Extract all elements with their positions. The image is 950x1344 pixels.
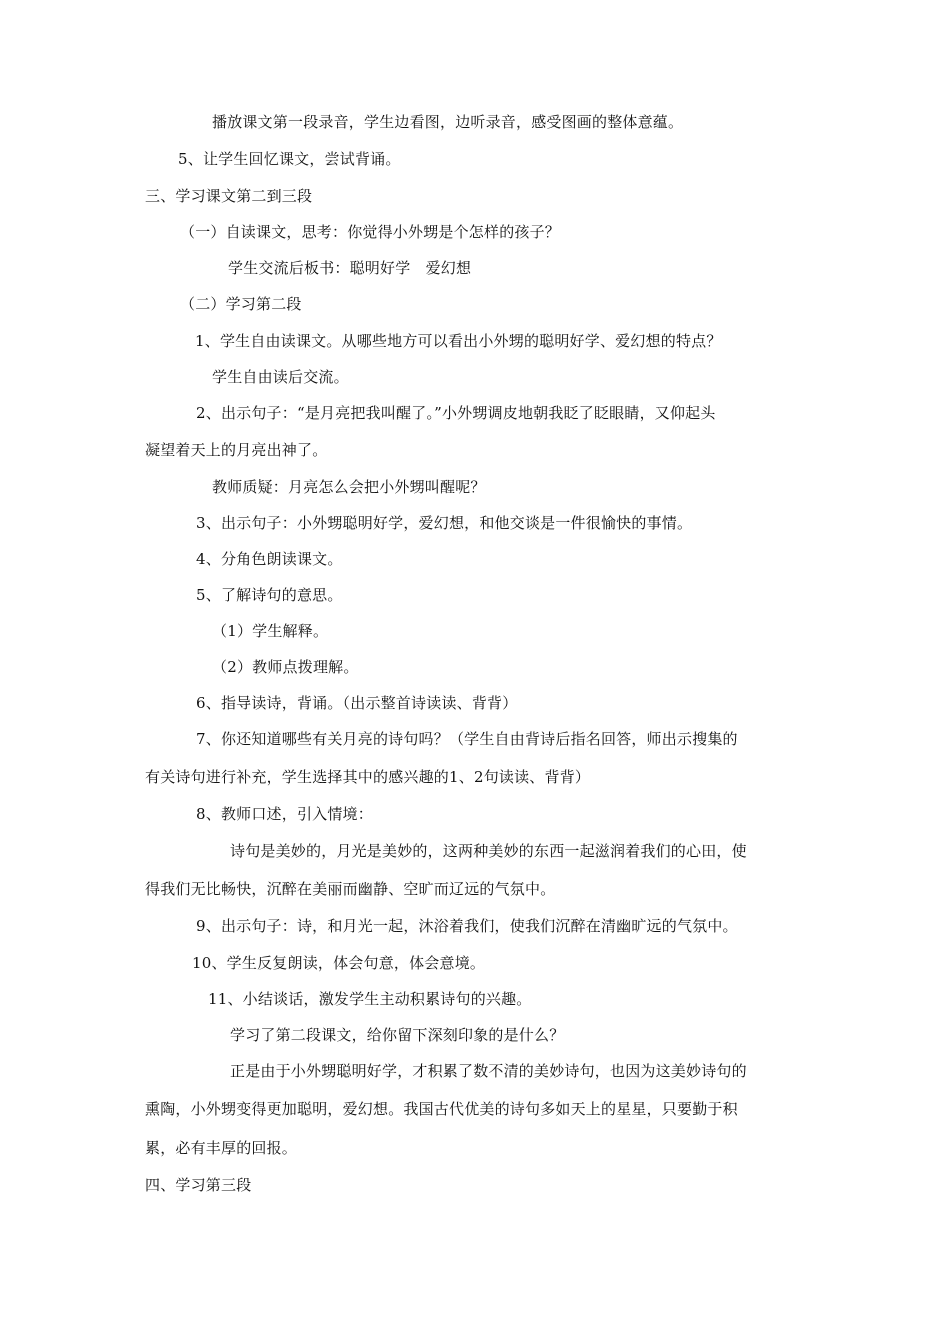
text-line: 学生交流后板书：聪明好学 爱幻想: [228, 259, 472, 277]
subsection-heading: （二）学习第二段: [180, 295, 302, 313]
text-line: 5、让学生回忆课文，尝试背诵。: [178, 150, 401, 168]
text-line: 播放课文第一段录音，学生边看图，边听录音，感受图画的整体意蕴。: [212, 113, 684, 131]
section-heading: 三、学习课文第二到三段: [145, 187, 313, 205]
text-line: 得我们无比畅快，沉醉在美丽而幽静、空旷而辽远的气氛中。: [145, 880, 556, 898]
text-line: 学生自由读后交流。: [212, 368, 349, 386]
text-line: 3、出示句子：小外甥聪明好学，爱幻想，和他交谈是一件很愉快的事情。: [196, 514, 693, 532]
text-line: 5、了解诗句的意思。: [196, 586, 343, 604]
text-line: 累，必有丰厚的回报。: [145, 1139, 298, 1157]
text-line: 2、出示句子：“是月亮把我叫醒了。”小外甥调皮地朝我眨了眨眼睛，又仰起头: [196, 404, 716, 422]
text-line: 4、分角色朗读课文。: [196, 550, 343, 568]
text-line: （1）学生解释。: [212, 622, 329, 640]
text-line: 10、学生反复朗读，体会句意，体会意境。: [192, 954, 486, 972]
text-line: 学习了第二段课文，给你留下深刻印象的是什么？: [230, 1026, 565, 1044]
text-line: 凝望着天上的月亮出神了。: [145, 441, 328, 459]
text-line: 有关诗句进行补充，学生选择其中的感兴趣的1、2句读读、背背）: [145, 768, 591, 786]
section-heading: 四、学习第三段: [145, 1176, 252, 1194]
text-line: 1、学生自由读课文。从哪些地方可以看出小外甥的聪明好学、爱幻想的特点？: [195, 332, 722, 350]
text-line: 8、教师口述，引入情境：: [196, 805, 373, 823]
text-line: 11、小结谈话，激发学生主动积累诗句的兴趣。: [208, 990, 532, 1008]
text-line: 教师质疑：月亮怎么会把小外甥叫醒呢？: [212, 478, 486, 496]
text-line: 7、你还知道哪些有关月亮的诗句吗？（学生自由背诗后指名回答，师出示搜集的: [196, 730, 738, 748]
text-line: 6、指导读诗，背诵。（出示整首诗读读、背背）: [196, 694, 518, 712]
text-line: 诗句是美妙的，月光是美妙的，这两种美妙的东西一起滋润着我们的心田，使: [230, 842, 747, 860]
text-line: （2）教师点拨理解。: [212, 658, 359, 676]
text-line: 正是由于小外甥聪明好学，才积累了数不清的美妙诗句，也因为这美妙诗句的: [230, 1062, 747, 1080]
text-line: （一）自读课文，思考：你觉得小外甥是个怎样的孩子？: [180, 223, 561, 241]
text-line: 熏陶，小外甥变得更加聪明，爱幻想。我国古代优美的诗句多如天上的星星，只要勤于积: [145, 1100, 738, 1118]
text-line: 9、出示句子：诗，和月光一起，沐浴着我们，使我们沉醉在清幽旷远的气氛中。: [196, 917, 738, 935]
